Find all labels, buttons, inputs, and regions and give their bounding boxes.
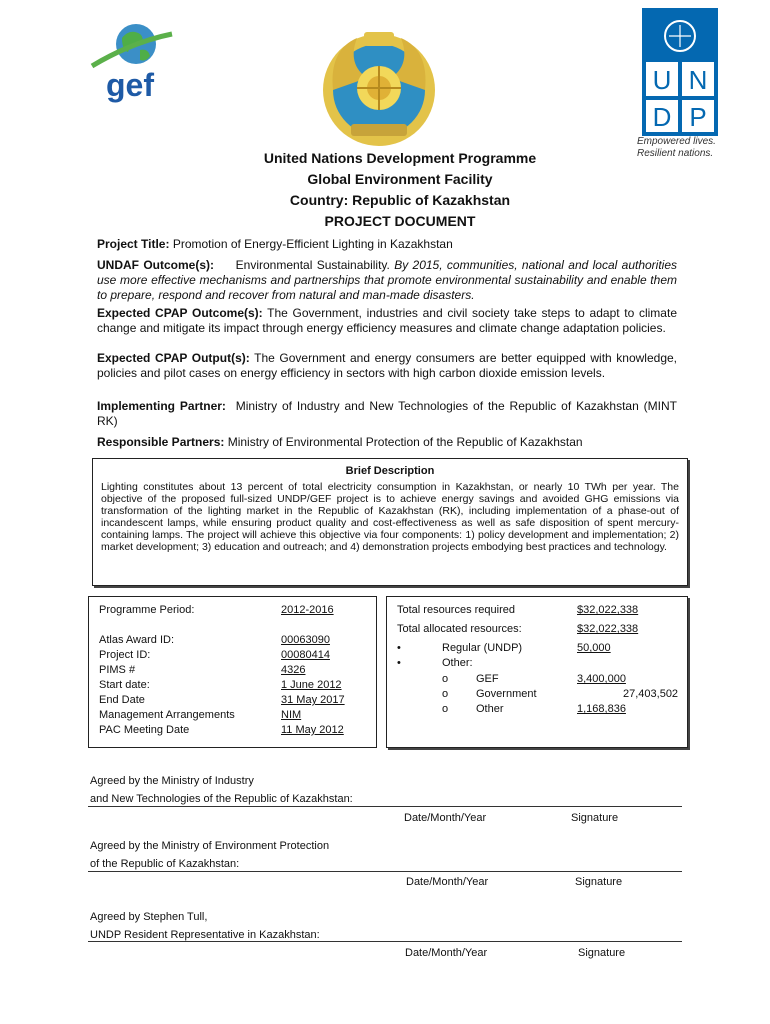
project-title-value: Promotion of Energy-Efficient Lighting in Kazakhstan (172, 237, 453, 251)
undaf-value: Environmental Sustainability. (235, 258, 390, 272)
signature-label-undp: Signature (578, 947, 626, 959)
title-line-country: Country: Republic of Kazakhstan (289, 192, 511, 208)
agreement-undp-line1: Agreed by Stephen Tull, (90, 911, 208, 923)
signature-line-undp (88, 941, 682, 942)
brief-description-text: Lighting constitutes about 13 percent of total electricity consumption in Kazakhstan, or nearly 10 TWh per year. The objective of the proposed full-sized UNDP/GEF project is to achieve energy savings and avoided GHG emissions via transformation of the lighting market in the Republic of Kazakhstan (RK), including implementation of a phase-out of incandescent lamps, while ensuring product quality and cost-effectiveness as well as safe disposition of spent mercury-containing lamps. The project will achieve this objective via four components: 1) policy development and implementation; 2) market development; 3) education and outreach; and 4) demonstration projects embodying best practices and technology. (101, 481, 679, 554)
regular-undp-label: Regular (UNDP) (442, 642, 523, 654)
gef-funding-value: 3,400,000 (577, 673, 626, 685)
regular-undp-value: 50,000 (577, 642, 611, 654)
signature-label-environment: Signature (575, 876, 623, 888)
programme-period-label: Programme Period: (99, 604, 195, 616)
responsible-partners-label: Responsible Partners: (97, 435, 225, 449)
document-title-block (180, 148, 620, 232)
undp-tagline-line1: Empowered lives. (637, 136, 716, 147)
pac-meeting-date-value: 11 May 2012 (281, 724, 344, 736)
total-required-value: $32,022,338 (577, 604, 639, 616)
agreement-environment-line2: of the Republic of Kazakhstan: (90, 858, 240, 870)
agreement-mint-line2: and New Technologies of the Republic of Kazakhstan: (90, 793, 353, 805)
undaf-label: UNDAF Outcome(s): (97, 258, 214, 272)
responsible-partners-value: Ministry of Environmental Protection of the Republic of Kazakhstan (227, 435, 583, 449)
project-id-label: Project ID: (99, 649, 151, 661)
implementing-partner-row (97, 399, 677, 429)
government-funding-label: Government (476, 688, 537, 700)
undp-letter-n: N (688, 65, 708, 95)
agreement-environment-line1: Agreed by the Ministry of Environment Protection (90, 840, 330, 852)
title-line-gef: Global Environment Facility (307, 171, 493, 187)
date-label-undp: Date/Month/Year (405, 947, 488, 959)
title-line-undp: United Nations Development Programme (263, 150, 537, 166)
signature-label-mint: Signature (571, 812, 619, 824)
bullet-other-funding: o (442, 703, 449, 715)
implementing-partner-label: Implementing Partner: (97, 399, 226, 413)
agreement-ministry-environment-text (90, 837, 329, 873)
undaf-outcome-row (97, 258, 677, 303)
other-funding-value: 1,168,836 (577, 703, 626, 715)
undaf-description: By 2015, communities, national and local authorities use more effective mechanisms and partnerships that promote environmental sustainability and enable them to prepare, respond and recover from natural and man-made disasters. (97, 258, 678, 302)
atlas-award-value: 00063090 (281, 634, 330, 646)
start-date-value: 1 June 2012 (281, 679, 342, 691)
government-funding-value: 27,403,502 (623, 688, 679, 700)
date-label-mint: Date/Month/Year (404, 812, 487, 824)
undp-tagline (637, 136, 716, 160)
undp-letter-p: P (689, 102, 707, 132)
undp-letter-d: D (652, 102, 672, 132)
implementing-partner-value: Ministry of Industry and New Technologies of the Republic of Kazakhstan (MINT RK) (97, 399, 678, 428)
other-label: Other: (442, 657, 473, 669)
gef-logo-text: gef (106, 67, 154, 103)
project-title-label: Project Title: (97, 237, 170, 251)
signature-line-environment (88, 871, 682, 872)
gef-funding-label: GEF (476, 673, 499, 685)
undp-letter-u: U (652, 65, 672, 95)
total-allocated-value: $32,022,338 (577, 623, 639, 635)
pims-label: PIMS # (99, 664, 136, 676)
resources-box (386, 596, 688, 748)
pac-meeting-date-label: PAC Meeting Date (99, 724, 190, 736)
management-arrangements-value: NIM (281, 709, 302, 721)
cpap-outcome-label: Expected CPAP Outcome(s): (97, 306, 263, 320)
bullet-gef: o (442, 673, 449, 685)
cpap-output-value: The Government and energy consumers are better equipped with knowledge, policies and pilot cases on energy efficiency in sectors with high carbon dioxide emission levels. (97, 351, 677, 380)
programme-values (281, 633, 345, 738)
cpap-outcome-value: The Government, industries and civil society take steps to adapt to climate change and mitigate its impact through energy efficiency measures and climate change adaptation policies. (97, 306, 677, 335)
end-date-label: End Date (99, 694, 145, 706)
agreement-mint-line1: Agreed by the Ministry of Industry (90, 775, 254, 787)
pims-value: 4326 (281, 664, 306, 676)
total-allocated-label: Total allocated resources: (397, 623, 522, 635)
brief-description-box (92, 458, 688, 586)
date-label-environment: Date/Month/Year (406, 876, 489, 888)
other-funding-label: Other (476, 703, 504, 715)
agreement-mint-text (90, 772, 353, 808)
programme-period-value: 2012-2016 (281, 604, 334, 616)
cpap-outcome-row (97, 306, 677, 336)
end-date-value: 31 May 2017 (281, 694, 345, 706)
gef-logo (88, 14, 178, 104)
signature-line-mint (88, 806, 682, 807)
cpap-output-row (97, 351, 677, 381)
programme-labels (99, 633, 235, 738)
start-date-label: Start date: (99, 679, 150, 691)
atlas-award-label: Atlas Award ID: (99, 634, 174, 646)
management-arrangements-label: Management Arrangements (99, 709, 235, 721)
undp-tagline-line2: Resilient nations. (637, 148, 714, 159)
bullet-other: • (397, 657, 401, 669)
brief-description-title: Brief Description (345, 465, 435, 477)
project-id-value: 00080414 (281, 649, 330, 661)
bullet-government: o (442, 688, 449, 700)
programme-info-box (88, 596, 377, 748)
project-title-row (97, 237, 677, 252)
bullet-regular: • (397, 642, 401, 654)
title-line-project-document: PROJECT DOCUMENT (324, 213, 476, 229)
responsible-partners-row (97, 435, 677, 450)
kazakhstan-emblem (296, 32, 462, 148)
total-required-label: Total resources required (397, 604, 516, 616)
cpap-output-label: Expected CPAP Output(s): (97, 351, 250, 365)
agreement-undp-text (90, 908, 320, 944)
agreement-undp-line2: UNDP Resident Representative in Kazakhstan: (90, 929, 320, 941)
